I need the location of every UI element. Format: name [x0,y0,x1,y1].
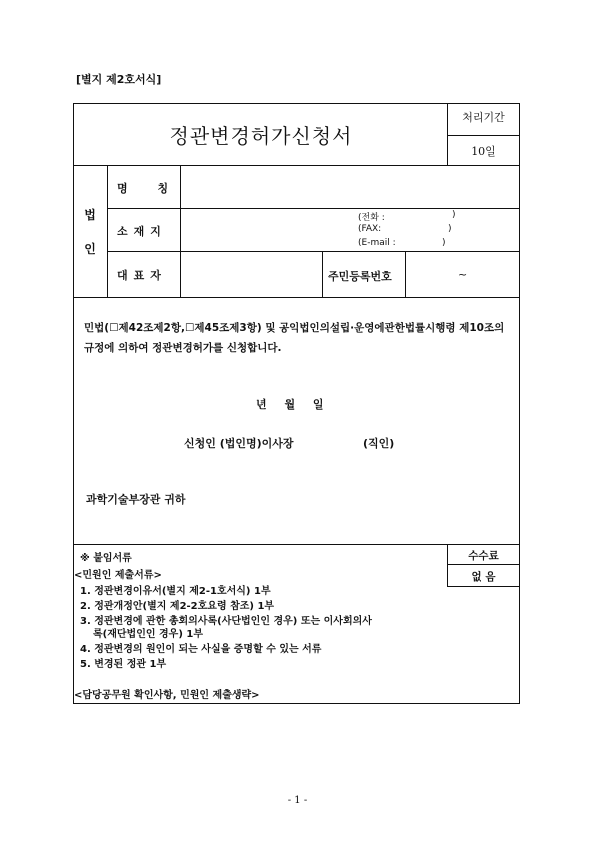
page-title: 정관변경허가신청서 [169,124,353,148]
form-label: [별지 제2호서식] [76,73,162,86]
email-label: (E-mail : [358,238,396,248]
phone-field[interactable] [358,210,456,223]
name-label: 명 칭 [117,182,175,195]
attachment-item: 1. 정관변경이유서(별지 제2-1호서식) 1부 [80,586,271,597]
resident-divider [405,251,406,297]
period-row-line [447,135,520,136]
resident-number-label: 주민등록번호 [328,270,392,283]
phone-label: (전화 : [358,213,385,223]
date-line: 년 월 일 [256,398,324,411]
email-close-paren: ) [442,238,446,248]
name-row-line [107,208,520,209]
attachment-item: 3. 정관변경에 관한 총회의사록(사단법인인 경우) 또는 이사회의사 [80,616,372,627]
corp-side-label-1: 법 [84,208,96,222]
fee-bottom-line [447,586,520,587]
processing-period-label: 처리기간 [462,111,505,124]
fee-value: 없 음 [471,571,496,583]
fee-row-line [447,564,520,565]
fax-close-paren: ) [448,224,452,234]
corp-bottom-line [73,297,520,298]
processing-period-value: 10일 [471,145,496,158]
fax-label: (FAX: [358,224,382,234]
fee-label: 수수료 [468,550,499,562]
addressee: 과학기술부장관 귀하 [86,493,186,506]
resident-number-separator: ~ [458,268,468,281]
phone-close-paren: ) [452,210,456,220]
submitter-documents-header: <민원인 제출서류> [74,570,162,581]
attachment-item: 5. 변경된 정관 1부 [80,659,167,670]
fax-field[interactable] [358,224,452,234]
applicant-line: 신청인 (법인명)이사장 [184,437,294,450]
page-number: - 1 - [287,795,308,806]
header-bottom-line [73,165,520,166]
location-row-line [107,251,520,252]
attachment-item: 2. 정관개정안(별지 제2-2호요령 참조) 1부 [80,601,275,612]
officer-check-header: <담당공무원 확인사항, 민원인 제출생략> [74,690,260,701]
application-statement: 민법(☐제42조제2항,☐제45조제3항) 및 공익법인의설립·운영에관한법률시행령 제10조의 규정에 의하여 정관변경허가를 신청합니다. [84,322,505,354]
attachments-top-line [73,544,520,545]
email-field[interactable] [358,238,446,248]
attachment-item: 4. 정관변경의 원인이 되는 사실을 증명할 수 있는 서류 [80,644,322,655]
corp-label-divider [180,165,181,297]
attachments-header: ※ 붙임서류 [80,553,132,564]
representative-label: 대표자 [117,269,167,282]
attachment-item-continuation: 록(재단법인인 경우) 1부 [93,629,204,640]
corp-side-divider [107,165,108,297]
seal-mark: (직인) [363,437,395,450]
location-label: 소재지 [117,225,167,238]
rep-divider [322,251,323,297]
corp-side-label-2: 인 [84,242,96,256]
